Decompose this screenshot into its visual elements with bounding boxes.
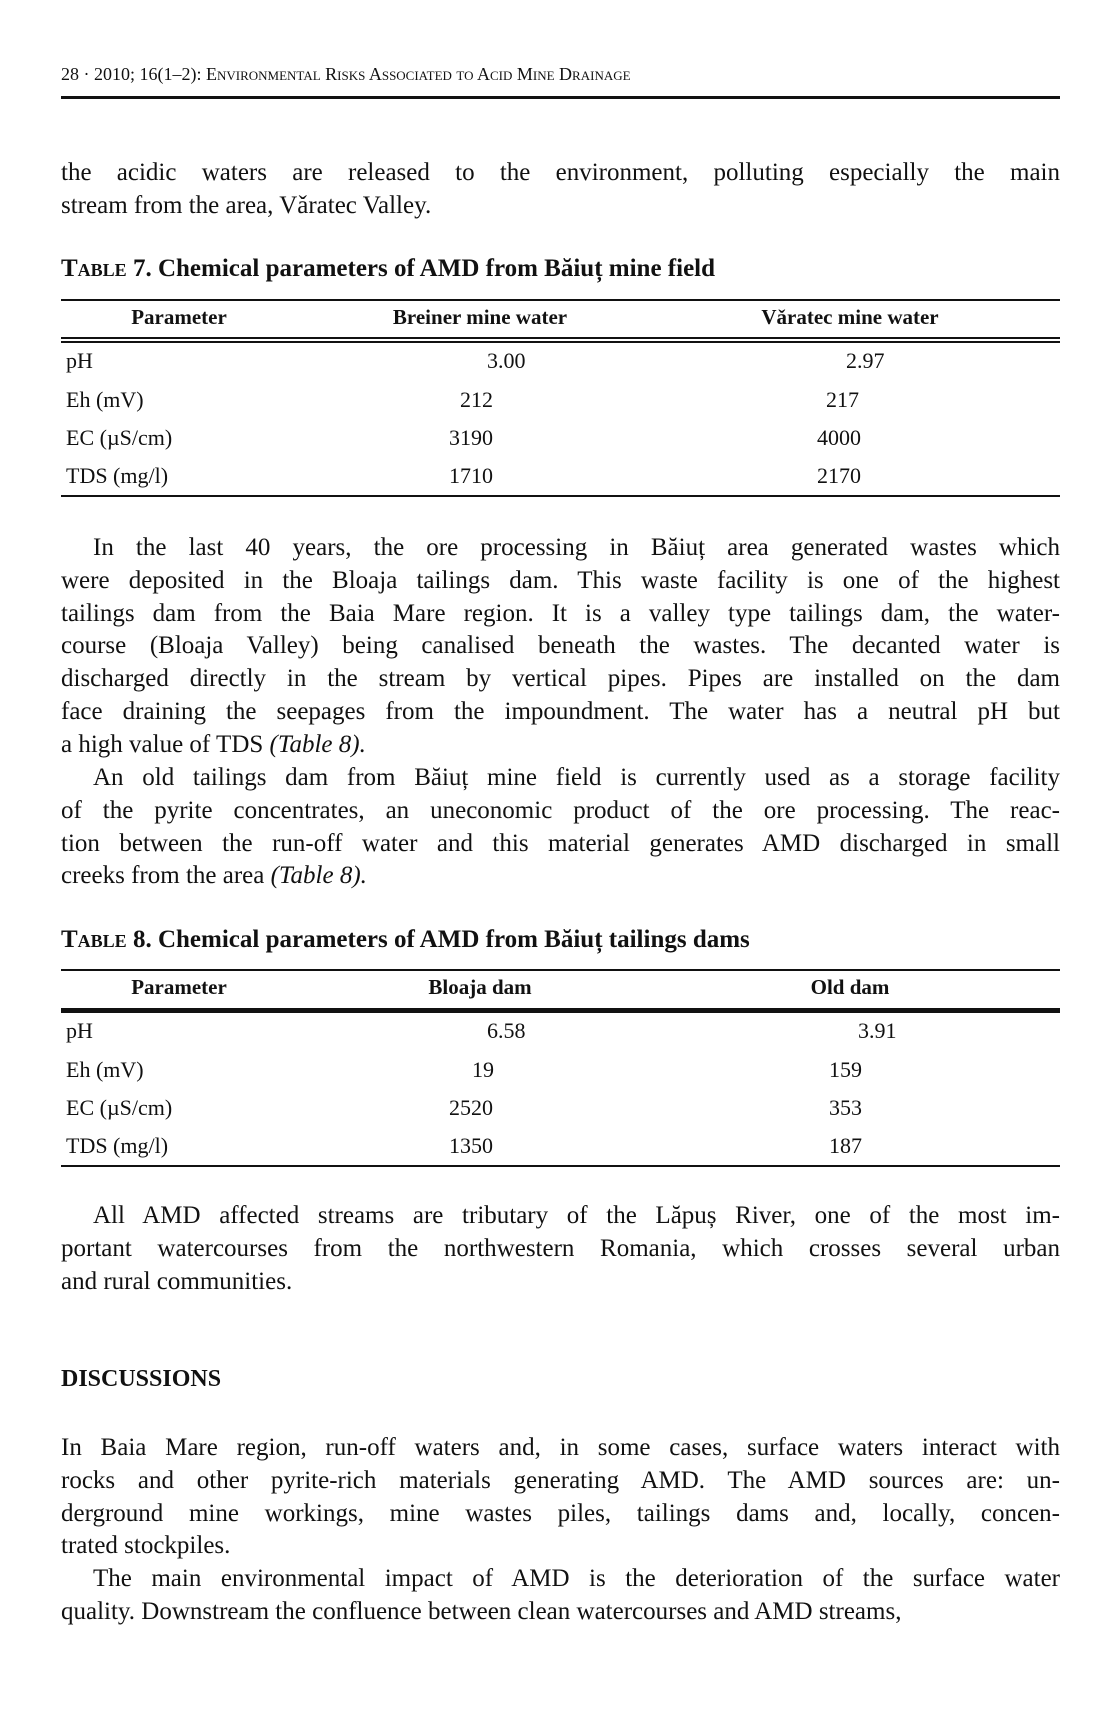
table8-label: Table 8.	[61, 926, 152, 953]
paragraph	[61, 1563, 1060, 1629]
text-line	[61, 860, 1060, 893]
table8-header: Old dam	[810, 975, 890, 999]
text-line: stream from the area, Vǎratec Valley.	[61, 191, 432, 219]
paragraph	[61, 762, 1060, 893]
cell-value: 3.91	[858, 1018, 897, 1043]
text-line: tailings dam from the Baia Mare region. It is a valley type tailings dam, the water-	[61, 599, 1060, 627]
table7-header: Parameter	[131, 305, 227, 329]
cell-value: 4000	[817, 425, 861, 450]
cell-value: 2520	[449, 1095, 493, 1120]
table-reference: (Table 8).	[270, 862, 367, 890]
text-line: portant watercourses from the northwestern Romania, which crosses several urban	[61, 1234, 1060, 1262]
header-prefix: 28 · 2010; 16(1–2):	[61, 64, 206, 84]
cell-value: 6.58	[487, 1018, 526, 1043]
table8-header: Bloaja dam	[428, 975, 532, 999]
table7-header: Breiner mine water	[392, 305, 568, 329]
table8-bottom-rule	[61, 1165, 1060, 1167]
text-run: a high value of TDS	[61, 730, 270, 758]
section-heading: DISCUSSIONS	[61, 1366, 222, 1392]
table7-title: Chemical parameters of AMD from Băiuț mine field	[151, 255, 716, 282]
text-line: All AMD affected streams are tributary of the Lăpuș River, one of the most im-	[93, 1202, 1060, 1229]
text-line: face draining the seepages from the impoundment. The water has a neutral pH but	[61, 697, 1060, 725]
text-line	[61, 729, 1060, 762]
cell-value: 353	[829, 1095, 862, 1120]
table8-thick-rule	[61, 1008, 1060, 1013]
cell-value: 159	[829, 1057, 862, 1082]
paragraph	[61, 532, 1060, 762]
table7-header: Vǎratec mine water	[761, 305, 939, 329]
cell-value: 212	[460, 387, 493, 412]
table8-title: Chemical parameters of AMD from Băiuț tailings dams	[151, 926, 750, 953]
row-label: EC (µS/cm)	[66, 1095, 173, 1120]
table7-double-rule	[61, 337, 1060, 339]
table7-caption	[61, 255, 715, 283]
table7-bottom-rule	[61, 495, 1060, 497]
text-line: course (Bloaja Valley) being canalised beneath the wastes. The decanted water is	[61, 632, 1060, 660]
header-title: Environmental Risks Associated to Acid Mine Drainage	[205, 64, 631, 84]
cell-value: 2.97	[846, 348, 885, 373]
row-label: TDS (mg/l)	[66, 463, 169, 488]
table7-double-rule	[61, 341, 1060, 343]
cell-value: 187	[829, 1133, 862, 1158]
text-line: In Baia Mare region, run-off waters and, in some cases, surface waters interact with	[61, 1434, 1060, 1461]
paragraph	[61, 1200, 1060, 1298]
header-rule	[61, 96, 1060, 99]
table7-top-rule	[61, 299, 1060, 301]
text-line: discharged directly in the stream by vertical pipes. Pipes are installed on the dam	[61, 665, 1060, 693]
text-line: of the pyrite concentrates, an uneconomic product of the ore processing. The reac-	[61, 796, 1060, 824]
text-line: An old tailings dam from Băiuț mine field is currently used as a storage facility	[93, 764, 1060, 791]
cell-value: 1710	[449, 463, 493, 488]
row-label: pH	[66, 348, 93, 373]
text-line: the acidic waters are released to the environment, polluting especially the main	[61, 159, 1060, 186]
table8-top-rule	[61, 969, 1060, 971]
table7-label: Table 7.	[61, 255, 152, 282]
text-line: were deposited in the Bloaja tailings dam. This waste facility is one of the highest	[61, 566, 1060, 594]
row-label: EC (µS/cm)	[66, 425, 173, 450]
cell-value: 1350	[449, 1133, 493, 1158]
paragraph	[61, 1432, 1060, 1563]
text-line: derground mine workings, mine wastes piles, tailings dams and, locally, concen-	[61, 1499, 1060, 1527]
table8-caption	[61, 926, 750, 954]
cell-value: 19	[472, 1057, 494, 1082]
text-line: In the last 40 years, the ore processing in Băiuț area generated wastes which	[93, 534, 1060, 561]
table8-header: Parameter	[131, 975, 227, 999]
running-header	[61, 64, 631, 85]
cell-value: 3.00	[487, 348, 526, 373]
text-line: The main environmental impact of AMD is the deterioration of the surface water	[93, 1565, 1060, 1592]
cell-value: 217	[826, 387, 859, 412]
text-line: tion between the run-off water and this material generates AMD discharged in small	[61, 829, 1060, 857]
row-label: Eh (mV)	[66, 1057, 144, 1082]
row-label: Eh (mV)	[66, 387, 144, 412]
text-line: rocks and other pyrite-rich materials generating AMD. The AMD sources are: un-	[61, 1466, 1060, 1494]
cell-value: 3190	[449, 425, 493, 450]
row-label: pH	[66, 1018, 93, 1043]
text-line: and rural communities.	[61, 1267, 293, 1295]
paragraph	[61, 157, 1060, 223]
table-reference: (Table 8).	[269, 730, 366, 758]
row-label: TDS (mg/l)	[66, 1133, 169, 1158]
cell-value: 2170	[817, 463, 861, 488]
text-run: creeks from the area	[61, 862, 271, 890]
text-line: quality. Downstream the confluence between clean watercourses and AMD streams,	[61, 1597, 902, 1625]
text-line: trated stockpiles.	[61, 1532, 231, 1560]
